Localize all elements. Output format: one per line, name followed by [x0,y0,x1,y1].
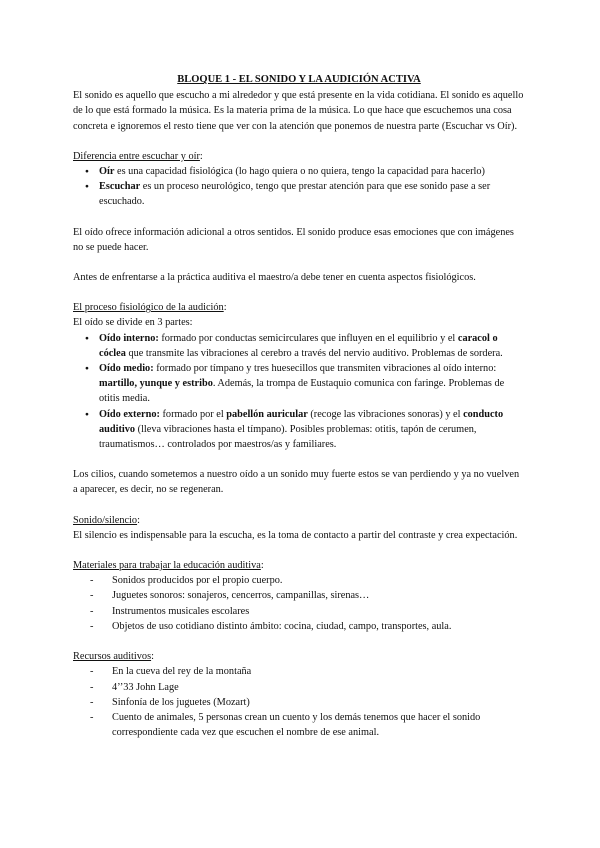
recursos-list [73,664,525,740]
spacer [73,498,525,513]
oido-paragraph: El oído ofrece información adicional a otros sentidos. El sonido produce esas emociones que con imágenes no se puede hacer. [73,226,514,253]
term: Oír [99,166,115,178]
list-item [73,179,525,209]
spacer [73,634,525,649]
term: Escuchar [99,181,141,193]
section-heading-diferencia [73,149,525,164]
list-item: - Sinfonía de los juguetes (Mozart) [73,695,525,710]
list-item: - Cuento de animales, 5 personas crean un cuento y los demás tenemos que hacer el sonido correspondiente cada vez que escuchen el nombre de ese animal. [73,710,525,740]
heading-colon: : [137,514,140,526]
text: . Además, la trompa de Eustaquio comunica con faringe. Problemas de otitis media. [99,378,505,405]
heading-text: El proceso fisiológico de la audición [73,302,224,314]
heading-text: Sonido/silencio [73,514,138,526]
term: Oído medio: [99,363,154,375]
section-heading-materiales [73,558,525,573]
intro-paragraph: El sonido es aquello que escucho a mi alrededor y que está presente en la vida cotidiana. El sonido es aquello de lo que está formado la música. Es la materia prima de la música. Lo que hace que escuchemos una cosa concreta e ignoremos el resto tiene que ver con la atención que ponemos de nuestra parte (Escuchar vs Oír). [73,90,524,132]
list-item: - Sonidos producidos por el propio cuerpo. [73,573,525,588]
term: Oído interno: [99,332,159,344]
spacer [73,210,525,225]
text: que transmite las vibraciones al cerebro a través del nervio auditivo. Problemas de sordera. [125,347,503,359]
list-item: - En la cueva del rey de la montaña [73,664,525,679]
definition: es una capacidad fisiológica (lo hago quiera o no quiera, tengo la capacidad para hacerlo) [114,166,485,178]
list-item: - 4’’33 John Lage [73,680,525,695]
spacer [73,285,525,300]
document-page [73,72,525,740]
list-item [73,331,525,361]
heading-colon: : [260,560,264,572]
bold-term: caracol o cóclea [99,332,498,359]
spacer [73,255,525,270]
spacer [73,452,525,467]
text: (lleva vibraciones hasta el tímpano). Posibles problemas: otitis, tapón de cerumen, traumatismos… controlados por maestros/as y familiares. [99,423,477,451]
list-item: - Juguetes sonoros: sonajeros, cencerros, campanillas, sirenas… [73,588,525,603]
proceso-subtitle: El oído se divide en 3 partes: [73,317,193,329]
bold-term: pabellón auricular [226,408,308,420]
bold-term: conducto auditivo [99,408,504,435]
spacer [73,543,525,558]
section-heading-proceso [73,300,525,315]
term: Oído externo: [99,408,160,420]
text: formado por tímpano y tres huesecillos que transmiten vibraciones al oído interno: [153,363,497,375]
list-item: - Objetos de uso cotidiano distinto ámbito: cocina, ciudad, campo, transportes, aula. [73,619,525,634]
definition: es un proceso neurológico, tengo que prestar atención para que ese sonido pase a ser escuchado. [99,181,491,208]
heading-text: Materiales para trabajar la educación auditiva [73,560,261,572]
bold-term: martillo, yunque y estribo [99,378,213,390]
list-item [73,407,525,453]
spacer [73,134,525,149]
diferencia-list [73,164,525,210]
text: formado por el [159,408,227,420]
antes-paragraph: Antes de enfrentarse a la práctica auditiva el maestro/a debe tener en cuenta aspectos fisiológicos. [73,272,476,284]
text: (recoge las vibraciones sonoras) y el [307,408,464,420]
list-item [73,164,525,179]
heading-colon: : [199,150,203,162]
list-item: - Instrumentos musicales escolares [73,604,525,619]
list-item [73,361,525,407]
heading-colon: : [223,302,227,314]
text: formado por conductas semicirculares que influyen en el equilibrio y el [158,332,458,344]
heading-text: Diferencia entre escuchar y oír [73,150,200,162]
cilios-paragraph: Los cilios, cuando sometemos a nuestro oído a un sonido muy fuerte estos se van perdiendo y ya no vuelven a aparecer, es decir, no se regeneran. [73,469,520,496]
proceso-list [73,331,525,453]
section-heading-recursos [73,649,525,664]
heading-text: Recursos auditivos [73,651,152,663]
heading-colon: : [151,651,154,663]
materiales-list [73,573,525,634]
page-title: BLOQUE 1 - EL SONIDO Y LA AUDICIÓN ACTIVA [177,74,421,85]
silencio-paragraph: El silencio es indispensable para la escucha, es la toma de contacto a partir del contraste y crea expectación. [73,529,518,541]
section-heading-silencio [73,513,525,528]
